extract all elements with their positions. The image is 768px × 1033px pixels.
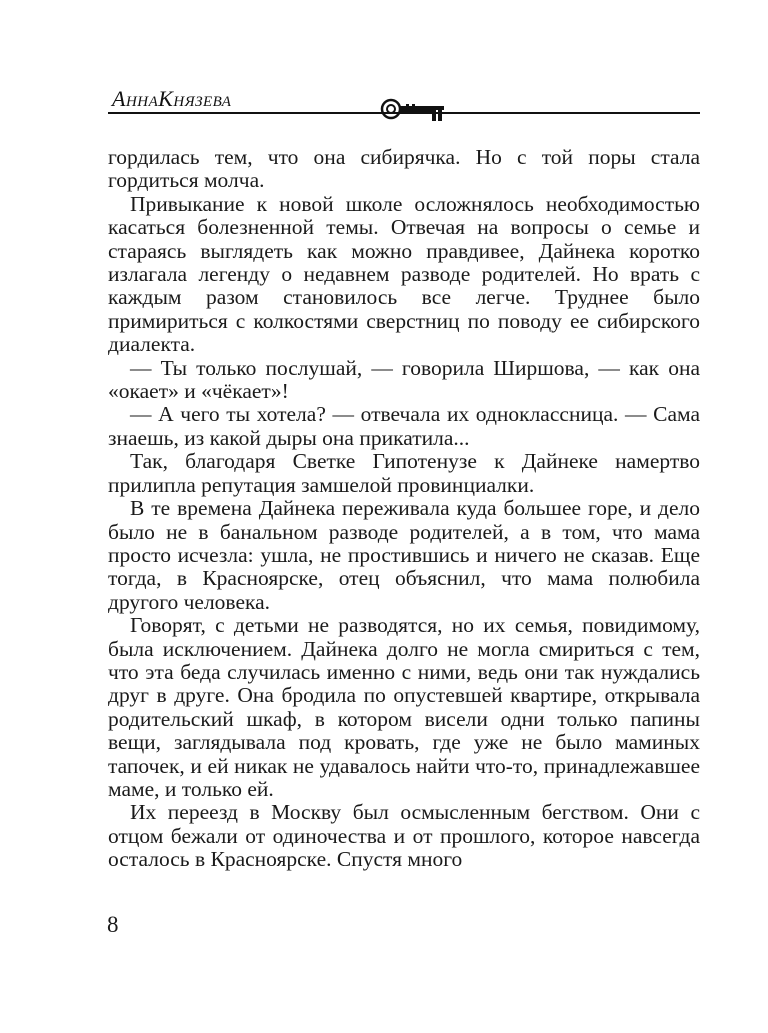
key-icon xyxy=(380,96,452,122)
paragraph: — А чего ты хотела? — отвечала их одноклассница. — Сама знаешь, из какой дыры она прикатила... xyxy=(108,402,700,450)
author-name: АннаКнязева xyxy=(112,86,232,111)
paragraph: гордилась тем, что она сибирячка. Но с той поры стала гордиться молча. xyxy=(108,145,700,193)
running-header xyxy=(108,82,700,128)
paragraph: В те времена Дайнека переживала куда большее горе, и дело было не в банальном разводе родителей, а в том, что мама просто исчезла: ушла, не простившись и ничего не сказав. Еще тогда, в Красноярске, отец объяснил, что мама полюбила другого человека. xyxy=(108,496,700,614)
paragraph: Говорят, с детьми не разводятся, но их семья, повидимому, была исключением. Дайнека долго не могла смириться с тем, что эта беда случилась именно с ними, ведь они так нуждались друг в друге. Она бродила по опустевшей квартире, открывала родительский шкаф, в котором висели одни только папины вещи, заглядывала под кровать, где уже не было маминых тапочек, и ей никак не удавалось найти что-то, принадлежавшее маме, и только ей. xyxy=(108,613,700,801)
paragraph: Их переезд в Москву был осмысленным бегством. Они с отцом бежали от одиночества и от прошлого, которое навсегда осталось в Красноярске. Спустя много xyxy=(108,800,700,872)
page-number: 8 xyxy=(107,912,119,937)
body-text xyxy=(108,146,700,872)
paragraph: Так, благодаря Светке Гипотенузе к Дайнеке намертво прилипла репутация замшелой провинциалки. xyxy=(108,449,700,497)
paragraph: — Ты только послушай, — говорила Ширшова, — как она «окает» и «чёкает»! xyxy=(108,355,700,404)
paragraph: Привыкание к новой школе осложнялось необходимостью касаться болезненной темы. Отвечая на вопросы о семье и стараясь выглядеть как можно правдивее, Дайнека коротко излагала легенду о недавнем разводе родителей. Но врать с каждым разом становилось все легче. Труднее было примириться с колкостями сверстниц по поводу ее сибирского диалекта. xyxy=(108,191,700,357)
